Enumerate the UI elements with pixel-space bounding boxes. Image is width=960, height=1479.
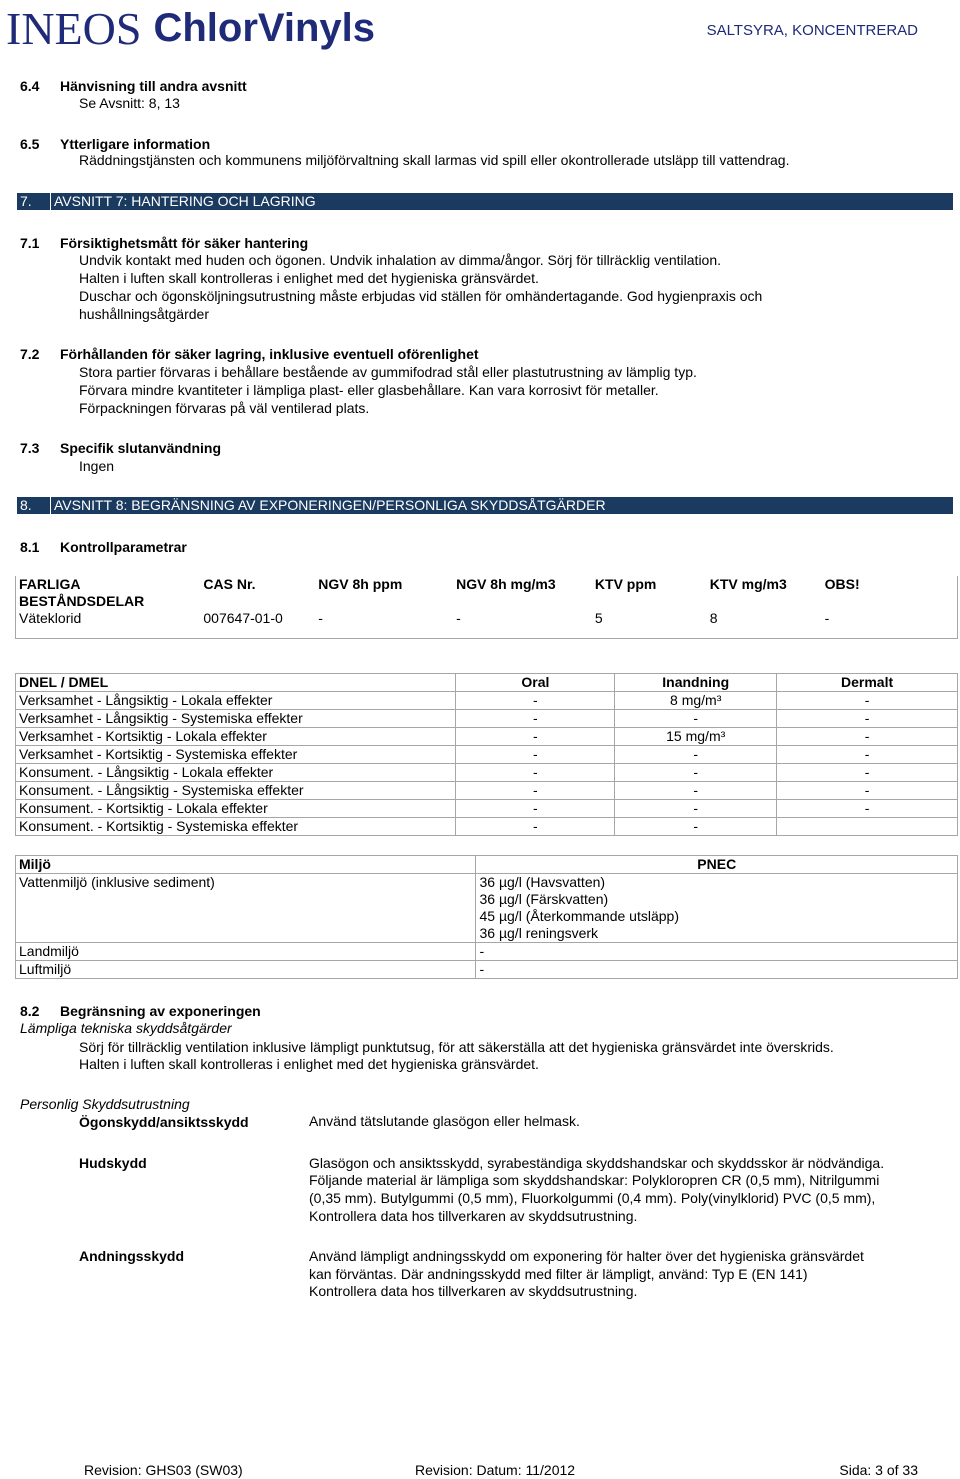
table-row [16, 692, 958, 710]
section-text-line: Duschar och ögonsköljningsutrustning måste erbjudas vid ställen för omhändertagande. God hygienpraxis och [79, 288, 763, 304]
pnec-table [15, 855, 958, 979]
table-header: OBS! [822, 576, 958, 610]
table-row [16, 764, 958, 782]
section-title: Förhållanden för säker lagring, inklusive eventuell oförenlighet [60, 346, 479, 362]
table-cell: Verksamhet - Kortsiktig - Lokala effekter [16, 728, 456, 746]
table-row [16, 943, 958, 961]
pnec-value: 36 µg/l (Havsvatten) [479, 874, 606, 890]
section-text-line: Undvik kontakt med huden och ögonen. Undvik inhalation av dimma/ångor. Sörj för tillräcklig ventilation. [79, 252, 722, 268]
control-parameters-table [15, 576, 958, 639]
table-cell: - [777, 746, 958, 764]
table-cell: - [777, 710, 958, 728]
section-bar-title: AVSNITT 8: BEGRÄNSNING AV EXPONERINGEN/PERSONLIGA SKYDDSÅTGÄRDER [54, 497, 606, 513]
table-cell: Landmiljö [16, 943, 476, 961]
section-number: 8.1 [20, 539, 40, 555]
table-header: NGV 8h ppm [318, 576, 403, 592]
section-number: 7.2 [20, 346, 40, 362]
pnec-value: 36 µg/l (Färskvatten) [479, 891, 609, 907]
section-text-line: Förvara mindre kvantiteter i lämpliga plast- eller glasbehållare. Kan vara korrosivt för metaller. [79, 382, 659, 398]
section-title: Specifik slutanvändning [60, 440, 222, 456]
logo-chlorvinyls: ChlorVinyls [153, 5, 375, 50]
table-cell: - [456, 710, 615, 728]
table-cell: Väteklorid [16, 610, 201, 638]
table-cell: - [777, 800, 958, 818]
section-bar-title: AVSNITT 7: HANTERING OCH LAGRING [54, 193, 316, 209]
table-cell: Konsument. - Långsiktig - Systemiska effekter [16, 782, 456, 800]
ppe-text-line: Använd tätslutande glasögon eller helmask. [309, 1113, 580, 1129]
ppe-text-line: Kontrollera data hos tillverkaren av skyddsutrustning. [309, 1208, 638, 1224]
ppe-label: Andningsskydd [79, 1248, 185, 1264]
table-header: NGV 8h mg/m3 [456, 576, 556, 592]
table-header-row [16, 674, 958, 692]
table-cell: Verksamhet - Kortsiktig - Systemiska effekter [16, 746, 456, 764]
section-number: 7.3 [20, 440, 40, 456]
section-title: Ytterligare information [60, 136, 211, 152]
table-cell: - [615, 710, 777, 728]
section-bar-number: 8. [20, 497, 32, 513]
section-text: Räddningstjänsten och kommunens miljöförvaltning skall larmas vid spill eller okontrollerade utsläpp till vattendrag. [79, 152, 790, 168]
ppe-text-line: Glasögon och ansiktsskydd, syrabeständiga skyddshandskar och skyddsskor är nödvändiga. [309, 1155, 885, 1171]
table-row [16, 746, 958, 764]
table-row [16, 961, 958, 979]
section-text-line: Förpackningen förvaras på väl ventilerad plats. [79, 400, 370, 416]
table-header-row [16, 856, 958, 874]
table-cell: 8 [707, 610, 822, 638]
section-text-line: Halten i luften skall kontrolleras i enlighet med det hygieniska gränsvärdet. [79, 1056, 539, 1072]
table-header: KTV mg/m3 [709, 576, 787, 592]
table-cell: Verksamhet - Långsiktig - Lokala effekter [16, 692, 456, 710]
section-title: Hänvisning till andra avsnitt [60, 78, 247, 94]
dnel-table [15, 673, 958, 836]
document-title: SALTSYRA, KONCENTRERAD [706, 22, 918, 39]
table-cell: Verksamhet - Långsiktig - Systemiska effekter [16, 710, 456, 728]
section-number: 6.4 [20, 78, 40, 94]
table-row [16, 728, 958, 746]
table-cell: - [456, 818, 615, 836]
table-cell: - [315, 610, 453, 638]
ppe-text-line: Följande material är lämpliga som skyddshandskar: Polykloropren CR (0,5 mm), Nitrilgummi [309, 1172, 880, 1188]
table-cell: - [615, 818, 777, 836]
section-text-line: Halten i luften skall kontrolleras i enlighet med det hygieniska gränsvärdet. [79, 270, 539, 286]
table-header: KTV ppm [594, 576, 657, 592]
section-title: Begränsning av exponeringen [60, 1003, 261, 1019]
subsection-title: Personlig Skyddsutrustning [20, 1096, 190, 1112]
company-logo [6, 2, 375, 54]
table-cell [777, 818, 958, 836]
ppe-text-line: Kontrollera data hos tillverkaren av skyddsutrustning. [309, 1283, 638, 1299]
table-cell: Konsument. - Kortsiktig - Lokala effekter [16, 800, 456, 818]
table-row [16, 800, 958, 818]
section-bar-divider [50, 193, 51, 210]
table-cell: - [615, 746, 777, 764]
section-bar-divider [50, 497, 51, 514]
ppe-label: Hudskydd [79, 1155, 147, 1171]
section-bar-number: 7. [20, 193, 32, 209]
table-cell: - [476, 961, 958, 979]
section-bar [17, 497, 953, 514]
section-number: 6.5 [20, 136, 40, 152]
section-text-line: Sörj för tillräcklig ventilation inklusive lämpligt punktutsug, för att säkerställa att det hygieniska gränsvärdet inte överskrids. [79, 1039, 834, 1055]
table-cell: 15 mg/m³ [615, 728, 777, 746]
table-cell: 5 [592, 610, 707, 638]
section-title: Kontrollparametrar [60, 539, 187, 555]
table-header: Miljö [16, 856, 476, 874]
table-cell: - [777, 782, 958, 800]
table-cell: - [456, 746, 615, 764]
table-cell: - [453, 610, 592, 638]
table-cell: - [456, 800, 615, 818]
subsection-title: Lämpliga tekniska skyddsåtgärder [20, 1020, 232, 1036]
ppe-text-line: kan förväntas. Där andningsskydd med filter är lämpligt, använd: Typ E (EN 141) [309, 1266, 808, 1282]
pnec-value: 36 µg/l reningsverk [479, 925, 599, 941]
table-cell: - [476, 943, 958, 961]
table-cell: - [777, 728, 958, 746]
table-cell: - [456, 764, 615, 782]
table-cell: Konsument. - Långsiktig - Lokala effekter [16, 764, 456, 782]
table-cell: 007647-01-0 [200, 610, 315, 638]
table-cell [476, 874, 958, 943]
table-header: Dermalt [777, 674, 958, 692]
ppe-text-line: (0,35 mm). Butylgummi (0,5 mm), Fluorkolgummi (0,4 mm). Poly(vinylklorid) PVC (0,5 mm), [309, 1190, 876, 1206]
section-text-line: Stora partier förvaras i behållare bestående av gummifodrad stål eller plastutrustning av lämplig typ. [79, 364, 697, 380]
table-header: DNEL / DMEL [16, 674, 456, 692]
section-number: 7.1 [20, 235, 40, 251]
table-row [16, 782, 958, 800]
table-cell: - [615, 782, 777, 800]
table-cell: - [777, 764, 958, 782]
table-row [16, 874, 958, 943]
table-cell: Konsument. - Kortsiktig - Systemiska effekter [16, 818, 456, 836]
section-text: Ingen [79, 458, 115, 474]
table-cell: Luftmiljö [16, 961, 476, 979]
table-row [16, 710, 958, 728]
table-cell: 8 mg/m³ [615, 692, 777, 710]
logo-ineos: INEOS [6, 2, 142, 54]
pnec-value: 45 µg/l (Återkommande utsläpp) [479, 908, 679, 924]
table-cell: - [456, 782, 615, 800]
table-cell: - [822, 610, 958, 638]
section-title: Försiktighetsmått för säker hantering [60, 235, 309, 251]
ppe-text-line: Använd lämpligt andningsskydd om exponering för halter över det hygieniska gränsvärdet [309, 1248, 864, 1264]
table-cell: - [456, 728, 615, 746]
ppe-label: Ögonskydd/ansiktsskydd [79, 1114, 249, 1130]
table-cell: - [615, 764, 777, 782]
table-header: PNEC [476, 856, 958, 874]
table-header: Inandning [615, 674, 777, 692]
section-number: 8.2 [20, 1003, 40, 1019]
table-header: Oral [456, 674, 615, 692]
section-bar [17, 193, 953, 210]
footer-revision-date: Revision: Datum: 11/2012 [415, 1462, 576, 1478]
footer-page-number: Sida: 3 of 33 [839, 1462, 918, 1478]
table-row [16, 818, 958, 836]
footer-revision: Revision: GHS03 (SW03) [84, 1462, 243, 1478]
table-cell: - [456, 692, 615, 710]
table-header-row [16, 576, 958, 610]
table-header: FARLIGA BESTÅNDSDELAR [16, 576, 201, 610]
table-row [16, 610, 958, 638]
table-cell: - [615, 800, 777, 818]
table-header: CAS Nr. [203, 576, 256, 592]
section-text-line: hushållningsåtgärder [79, 306, 209, 322]
table-cell: Vattenmiljö (inklusive sediment) [16, 874, 476, 943]
section-text: Se Avsnitt: 8, 13 [79, 95, 180, 111]
table-cell: - [777, 692, 958, 710]
